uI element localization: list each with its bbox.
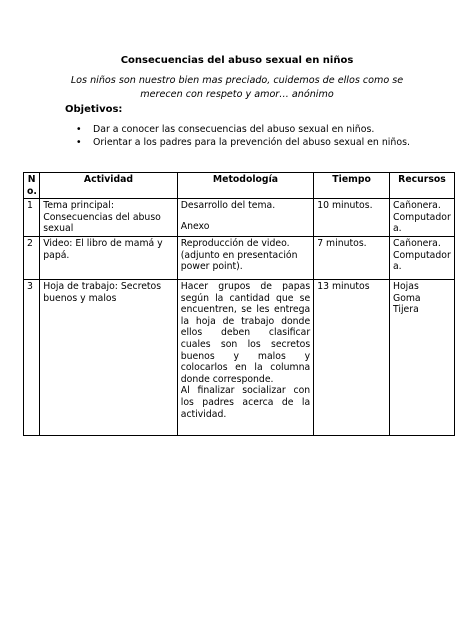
- cell-no: 2: [24, 236, 40, 279]
- objectives-heading: Objetivos:: [65, 104, 123, 115]
- table-header-row: [24, 173, 455, 199]
- resource-item: Computador a.: [392, 249, 451, 273]
- table-row: [24, 199, 455, 237]
- header-time: Tiempo: [314, 173, 390, 199]
- epigraph: [0, 74, 474, 102]
- cell-methodology: [177, 199, 313, 237]
- cell-activity: Video: El libro de mamá y papá.: [40, 236, 178, 279]
- header-activity: Actividad: [40, 173, 178, 199]
- cell-methodology: [177, 279, 313, 435]
- resource-item: Cañonera.: [392, 200, 441, 212]
- resource-item: Hojas: [392, 280, 419, 292]
- cell-activity: Hoja de trabajo: Secretos buenos y malos: [40, 279, 178, 435]
- bullet-icon: •: [76, 137, 82, 148]
- header-methodology: Metodología: [177, 173, 313, 199]
- cell-no: 1: [24, 199, 40, 237]
- epigraph-line: merecen con respeto y amor… anónimo: [140, 89, 334, 100]
- objective-item: [76, 136, 410, 149]
- resource-item: Cañonera.: [392, 237, 441, 249]
- methodology-text: Desarrollo del tema.: [180, 200, 276, 212]
- table-row: [24, 236, 455, 279]
- objectives-list: [76, 123, 410, 149]
- cell-time: 13 minutos: [314, 279, 390, 435]
- cell-time: 10 minutos.: [314, 199, 390, 237]
- objective-text: Dar a conocer las consecuencias del abuso sexual en niños.: [93, 124, 375, 135]
- resource-item: Goma: [392, 292, 421, 304]
- activity-plan-table: [23, 172, 455, 436]
- bullet-icon: •: [76, 124, 82, 135]
- cell-resources: [389, 279, 454, 435]
- methodology-extra: Anexo: [180, 220, 210, 232]
- header-resources: Recursos: [389, 173, 454, 199]
- cell-resources: [389, 199, 454, 237]
- methodology-text: Hacer grupos de papas según la cantidad que se encuentren, se les entrega la hoja de trabajo donde ellos deben clasificar cuales son los secretos buenos y malos y colocarlos en la columna donde corresponde.: [180, 280, 311, 385]
- header-no: N o.: [24, 173, 40, 199]
- methodology-extra: Al finalizar socializar con los padres acerca de la actividad.: [180, 385, 311, 420]
- cell-time: 7 minutos.: [314, 236, 390, 279]
- objective-text: Orientar a los padres para la prevención del abuso sexual en niños.: [93, 137, 410, 148]
- resource-item: Tijera: [392, 304, 419, 316]
- document-title: Consecuencias del abuso sexual en niños: [120, 55, 354, 66]
- epigraph-line: Los niños son nuestro bien mas preciado, cuidemos de ellos como se: [70, 75, 404, 86]
- cell-methodology: Reproducción de video. (adjunto en presentación power point).: [177, 236, 313, 279]
- objective-item: [76, 123, 410, 136]
- cell-activity: Tema principal: Consecuencias del abuso sexual: [40, 199, 178, 237]
- resource-item: Computador a.: [392, 211, 451, 235]
- table-row: [24, 279, 455, 435]
- cell-no: 3: [24, 279, 40, 435]
- cell-resources: [389, 236, 454, 279]
